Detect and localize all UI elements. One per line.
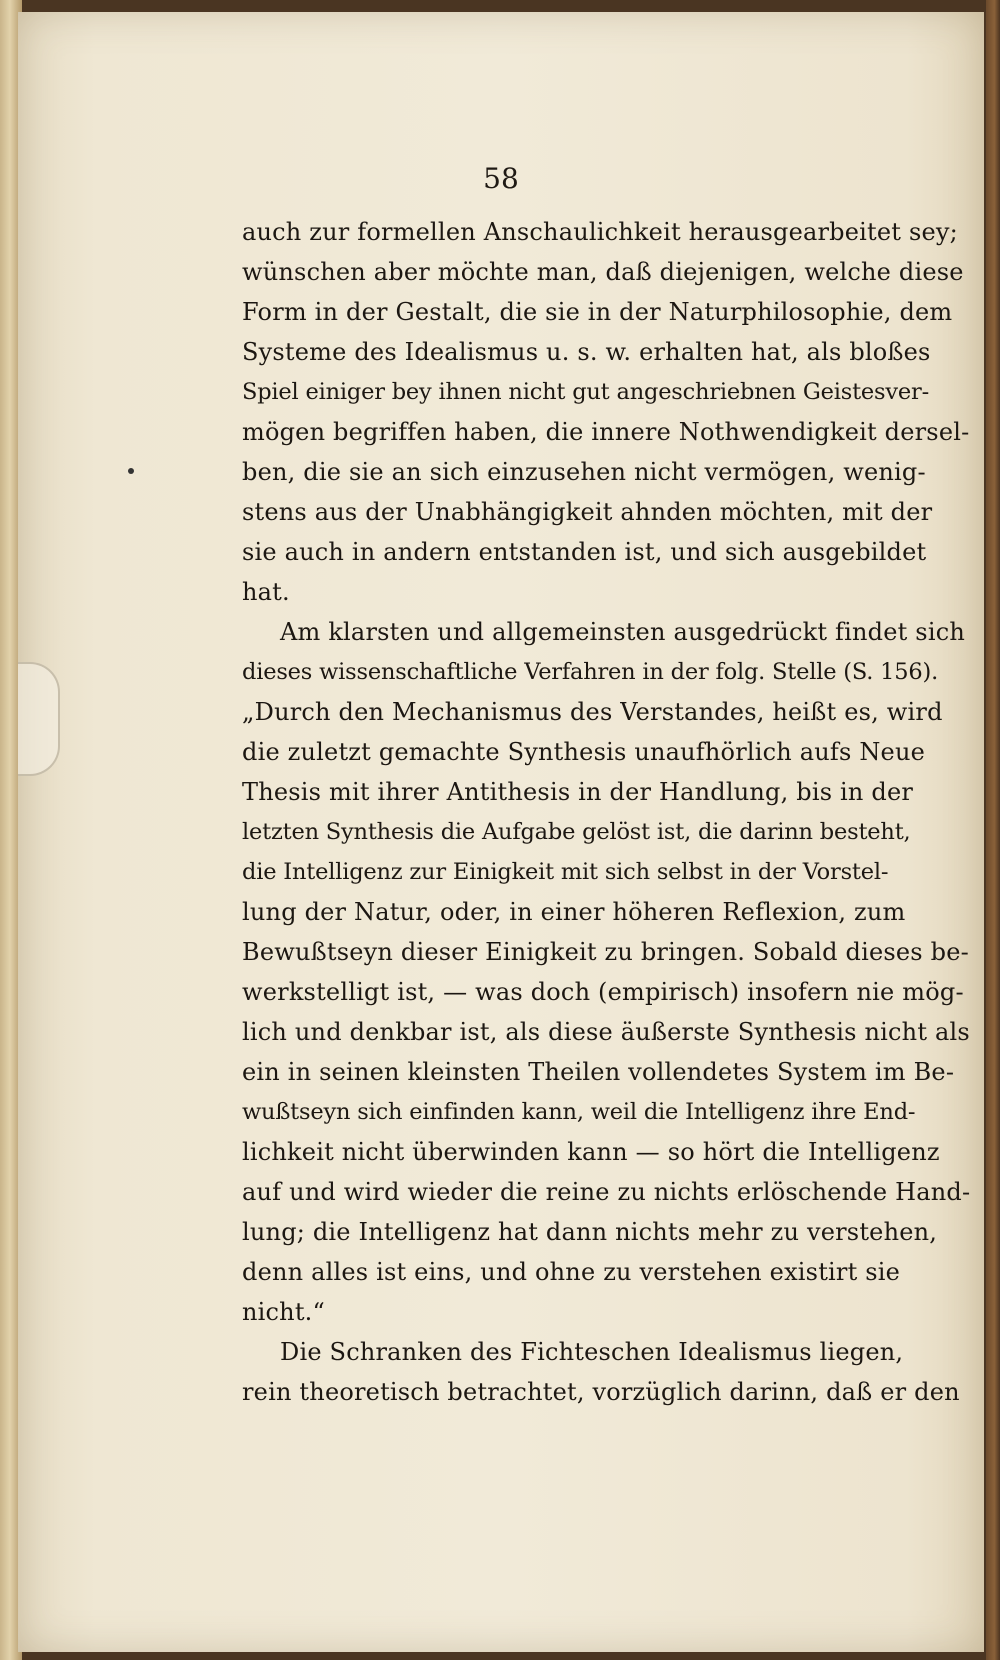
text-line: dieses wissenschaftliche Verfahren in der folg. Stelle (S. 156). bbox=[242, 659, 939, 685]
text-line: nicht.“ bbox=[242, 1298, 325, 1326]
text-line: lung der Natur, oder, in einer höheren Reflexion, zum bbox=[242, 898, 906, 926]
text-line: Systeme des Idealismus u. s. w. erhalten hat, als bloßes bbox=[242, 338, 931, 366]
text-line: Spiel einiger bey ihnen nicht gut angeschriebnen Geistesver- bbox=[242, 379, 929, 405]
text-line: Bewußtseyn dieser Einigkeit zu bringen. Sobald dieses be- bbox=[242, 938, 969, 966]
text-line: Am klarsten und allgemeinsten ausgedrückt findet sich bbox=[280, 618, 965, 646]
text-line: stens aus der Unabhängigkeit ahnden möchten, mit der bbox=[242, 498, 933, 526]
text-line: die zuletzt gemachte Synthesis unaufhörlich aufs Neue bbox=[242, 738, 925, 766]
text-line: ben, die sie an sich einzusehen nicht vermögen, wenig- bbox=[242, 458, 926, 486]
text-line: rein theoretisch betrachtet, vorzüglich darinn, daß er den bbox=[242, 1378, 960, 1406]
ink-dot-mark bbox=[128, 468, 134, 474]
text-line: wußtseyn sich einfinden kann, weil die Intelligenz ihre End- bbox=[242, 1099, 916, 1125]
text-line: lich und denkbar ist, als diese äußerste Synthesis nicht als bbox=[242, 1018, 970, 1046]
page-sheet bbox=[18, 12, 984, 1652]
body-text bbox=[242, 212, 971, 1412]
text-line: lung; die Intelligenz hat dann nichts mehr zu verstehen, bbox=[242, 1218, 938, 1246]
text-line: werkstelligt ist, — was doch (empirisch) insofern nie mög- bbox=[242, 978, 964, 1006]
text-line: „Durch den Mechanismus des Verstandes, heißt es, wird bbox=[242, 698, 943, 726]
text-line: mögen begriffen haben, die innere Nothwendigkeit dersel- bbox=[242, 418, 970, 446]
text-line: Die Schranken des Fichteschen Idealismus liegen, bbox=[280, 1338, 904, 1366]
text-line: auf und wird wieder die reine zu nichts erlöschende Hand- bbox=[242, 1178, 971, 1206]
text-line: Form in der Gestalt, die sie in der Naturphilosophie, dem bbox=[242, 298, 953, 326]
text-line: hat. bbox=[242, 578, 290, 606]
text-line: auch zur formellen Anschaulichkeit herausgearbeitet sey; bbox=[242, 218, 958, 246]
text-line: denn alles ist eins, und ohne zu verstehen existirt sie bbox=[242, 1258, 901, 1286]
text-line: lichkeit nicht überwinden kann — so hört die Intelligenz bbox=[242, 1138, 940, 1166]
text-line: die Intelligenz zur Einigkeit mit sich selbst in der Vorstel- bbox=[242, 859, 889, 885]
book-cover-edge bbox=[986, 0, 1000, 1660]
text-line: sie auch in andern entstanden ist, und sich ausgebildet bbox=[242, 538, 927, 566]
text-line: letzten Synthesis die Aufgabe gelöst ist, die darinn besteht, bbox=[242, 819, 911, 845]
text-line: ein in seinen kleinsten Theilen vollendetes System im Be- bbox=[242, 1058, 955, 1086]
clip-imprint bbox=[18, 662, 60, 776]
text-line: Thesis mit ihrer Antithesis in der Handlung, bis in der bbox=[242, 778, 914, 806]
text-line: wünschen aber möchte man, daß diejenigen, welche diese bbox=[242, 258, 964, 286]
page-number: 58 bbox=[483, 162, 519, 195]
